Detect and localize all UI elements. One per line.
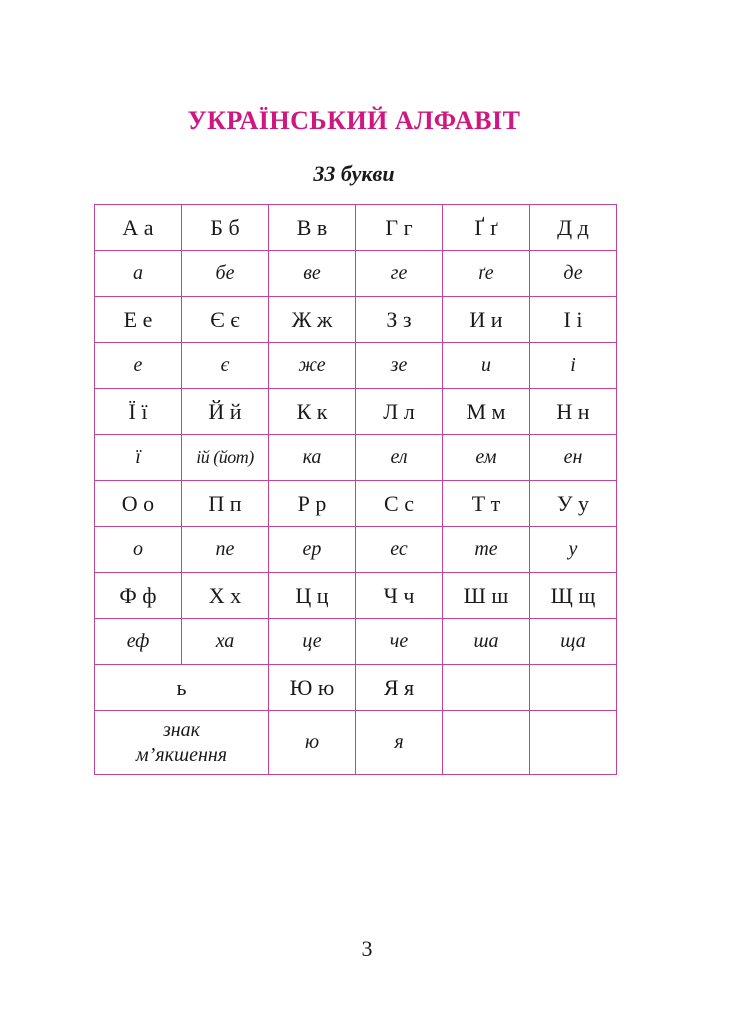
letter-cell: Я я	[356, 665, 443, 711]
names-row	[95, 251, 617, 297]
letter-name-cell: ґе	[443, 251, 530, 297]
letter-cell: Р р	[269, 481, 356, 527]
letter-cell: И и	[443, 297, 530, 343]
soft-sign-name-line: знак	[162, 718, 201, 741]
letter-name-cell: і	[530, 343, 617, 389]
letter-cell: Ш ш	[443, 573, 530, 619]
letter-cell: Ж ж	[269, 297, 356, 343]
letter-cell: О о	[95, 481, 182, 527]
letter-cell: І і	[530, 297, 617, 343]
names-row	[95, 343, 617, 389]
names-row	[95, 619, 617, 665]
letter-name-cell: у	[530, 527, 617, 573]
letter-name-cell: и	[443, 343, 530, 389]
letter-cell: Є є	[182, 297, 269, 343]
letter-name-cell: я	[356, 711, 443, 775]
names-row	[95, 711, 617, 775]
letter-name-cell: зе	[356, 343, 443, 389]
letter-name-cell: є	[182, 343, 269, 389]
letter-cell: Н н	[530, 389, 617, 435]
letter-cell: З з	[356, 297, 443, 343]
letter-name-cell: же	[269, 343, 356, 389]
soft-sign-cell: ь	[95, 665, 269, 711]
letter-name-cell: че	[356, 619, 443, 665]
letters-row	[95, 481, 617, 527]
empty-cell	[443, 665, 530, 711]
letter-cell: Д д	[530, 205, 617, 251]
letter-cell: Ї ї	[95, 389, 182, 435]
letter-cell: Е е	[95, 297, 182, 343]
letter-name-cell: ща	[530, 619, 617, 665]
letters-row	[95, 573, 617, 619]
letter-cell: Б б	[182, 205, 269, 251]
letter-name-cell: е	[95, 343, 182, 389]
letter-cell: С с	[356, 481, 443, 527]
letter-name-cell: ер	[269, 527, 356, 573]
letter-name-cell: ем	[443, 435, 530, 481]
names-row	[95, 527, 617, 573]
letter-cell: В в	[269, 205, 356, 251]
empty-cell	[530, 711, 617, 775]
letter-name-cell: пе	[182, 527, 269, 573]
letter-name-cell: а	[95, 251, 182, 297]
empty-cell	[443, 711, 530, 775]
letter-name-cell: ен	[530, 435, 617, 481]
alphabet-table	[94, 204, 617, 775]
letter-name-cell: ге	[356, 251, 443, 297]
page-number: 3	[361, 936, 373, 961]
letter-cell: К к	[269, 389, 356, 435]
letter-cell: М м	[443, 389, 530, 435]
page-title: УКРАЇНСЬКИЙ АЛФАВІТ	[187, 106, 521, 135]
letter-name-cell: о	[95, 527, 182, 573]
letter-cell: Г г	[356, 205, 443, 251]
letter-name-cell: ка	[269, 435, 356, 481]
soft-sign-name-cell	[95, 711, 269, 775]
letter-count-subtitle: 33 букви	[313, 161, 395, 186]
soft-sign-name-line: м’якшення	[135, 743, 228, 766]
letter-cell: П п	[182, 481, 269, 527]
letters-row	[95, 297, 617, 343]
letter-cell: Ч ч	[356, 573, 443, 619]
letter-name-cell: ха	[182, 619, 269, 665]
letter-name-cell: де	[530, 251, 617, 297]
letter-name-cell: ел	[356, 435, 443, 481]
letter-cell: Ф ф	[95, 573, 182, 619]
letter-cell: А а	[95, 205, 182, 251]
letter-name-cell: ша	[443, 619, 530, 665]
letter-cell: Й й	[182, 389, 269, 435]
empty-cell	[530, 665, 617, 711]
letter-cell: У у	[530, 481, 617, 527]
letter-name-cell: бе	[182, 251, 269, 297]
letter-name-cell: ес	[356, 527, 443, 573]
letter-name-cell: ю	[269, 711, 356, 775]
letters-row	[95, 389, 617, 435]
letter-name-cell: це	[269, 619, 356, 665]
letter-name-cell: ве	[269, 251, 356, 297]
letter-cell: Л л	[356, 389, 443, 435]
letter-cell: Ю ю	[269, 665, 356, 711]
letter-name-cell: ї	[95, 435, 182, 481]
names-row	[95, 435, 617, 481]
letter-cell: Щ щ	[530, 573, 617, 619]
letter-name-cell: ій (йот)	[182, 435, 269, 481]
letter-cell: Ц ц	[269, 573, 356, 619]
letters-row	[95, 665, 617, 711]
letter-name-cell: еф	[95, 619, 182, 665]
letter-cell: Т т	[443, 481, 530, 527]
letter-cell: Х х	[182, 573, 269, 619]
letter-name-cell: те	[443, 527, 530, 573]
letter-cell: Ґ ґ	[443, 205, 530, 251]
letters-row	[95, 205, 617, 251]
